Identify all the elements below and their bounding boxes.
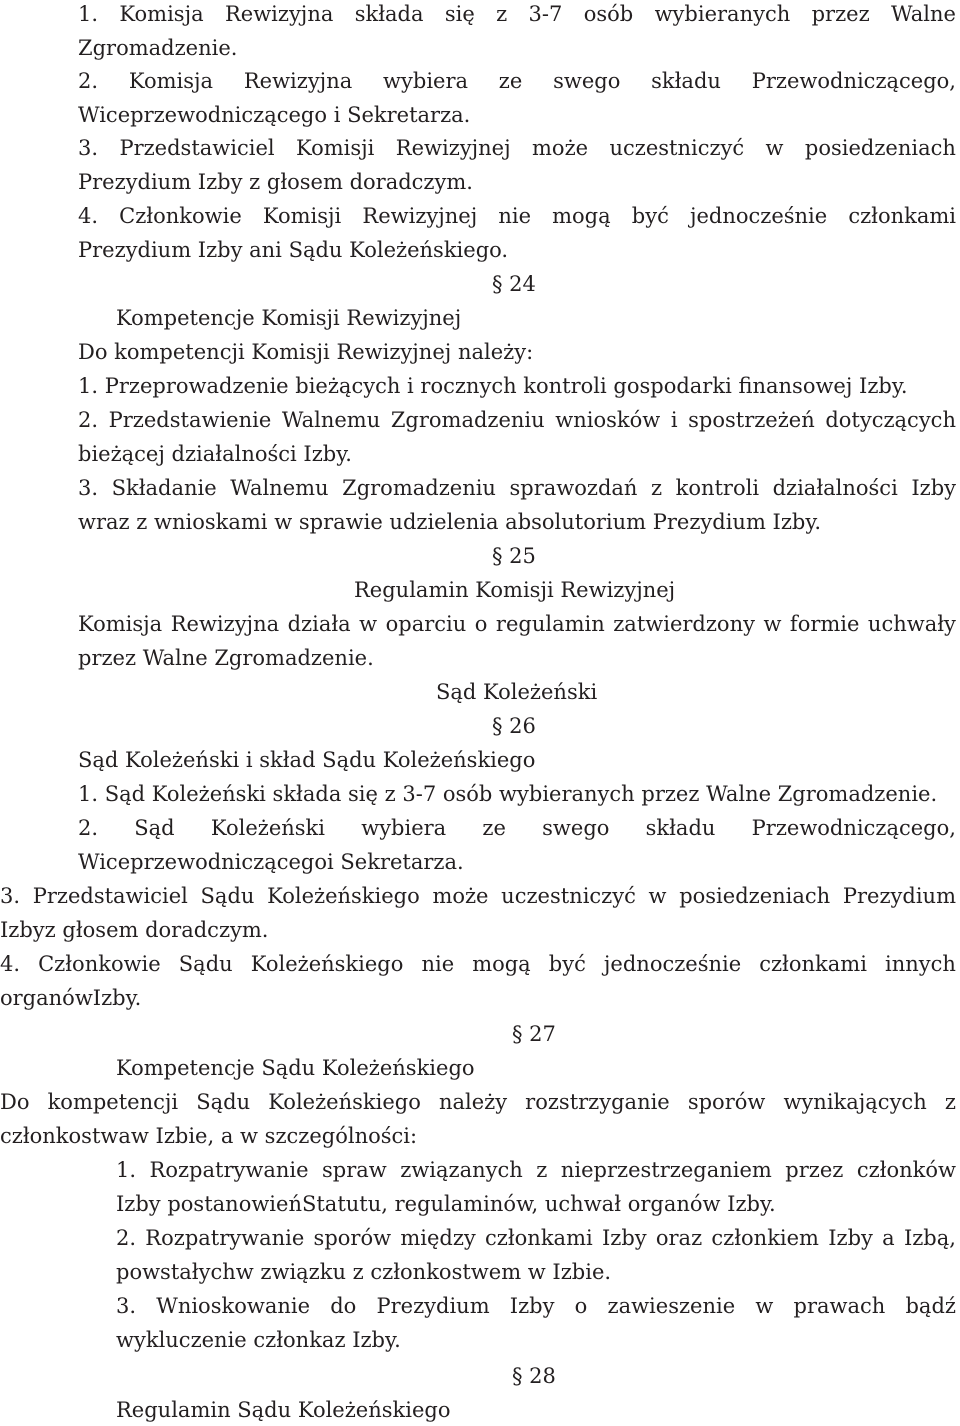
word: 2. <box>78 816 99 840</box>
paragraph-24-intro: Do kompetencji Komisji Rewizyjnej należy: <box>78 340 534 364</box>
word: Komisji <box>262 204 342 228</box>
word: Koleżeński <box>210 816 325 840</box>
word: uczestniczyć <box>609 136 745 160</box>
word: nieprzestrzeganiem <box>560 1158 772 1182</box>
word: oraz <box>655 1226 703 1250</box>
article-23-item-2-line-1 <box>78 67 956 95</box>
word: Rewizyjnej <box>395 136 511 160</box>
word: Członkowie <box>38 952 161 976</box>
word: Składanie <box>111 476 217 500</box>
paragraph-26-heading: Sąd Koleżeński i skład Sądu Koleżeńskiego <box>78 748 536 772</box>
word: swego <box>553 69 621 93</box>
paragraph-28-heading: Regulamin Sądu Koleżeńskiego <box>116 1398 451 1422</box>
paragraph-28-number: § 28 <box>512 1364 556 1388</box>
word: 2. <box>78 408 99 432</box>
paragraph-24-number: § 24 <box>492 272 536 296</box>
word: Przedstawiciel <box>32 884 188 908</box>
word: Przewodniczącego, <box>751 816 956 840</box>
paragraph-26-number: § 26 <box>492 714 536 738</box>
word: Przedstawienie <box>108 408 272 432</box>
word: przez <box>785 1158 844 1182</box>
word: ze <box>498 69 523 93</box>
word: spostrzeżeń <box>688 408 815 432</box>
word: Prezydium <box>376 1294 490 1318</box>
article-23-item-4-line-1 <box>78 202 956 230</box>
paragraph-24-heading: Kompetencje Komisji Rewizyjnej <box>116 306 462 330</box>
word: mogą <box>472 952 531 976</box>
word: między <box>400 1226 476 1250</box>
word: Komisja <box>128 69 214 93</box>
word: 1. <box>78 2 99 26</box>
article-23-item-2-line-2: Wiceprzewodniczącego i Sekretarza. <box>78 103 471 127</box>
word: działalności <box>772 476 898 500</box>
word: 4. <box>78 204 99 228</box>
word: dotyczących <box>825 408 956 432</box>
paragraph-27-item-1-line-2: Izby postanowieńStatutu, regulaminów, uchwał organów Izby. <box>116 1192 776 1216</box>
word: osób <box>583 2 634 26</box>
word: Przedstawiciel <box>119 136 275 160</box>
word: kompetencji <box>47 1090 179 1114</box>
word: z <box>536 1158 548 1182</box>
paragraph-27-intro-line-2: członkostwaw Izbie, a w szczególności: <box>0 1124 418 1148</box>
word: sprawozdań <box>509 476 638 500</box>
word: z <box>944 1090 956 1114</box>
word: w <box>359 612 378 636</box>
paragraph-25-text-line-2: przez Walne Zgromadzenie. <box>78 646 374 670</box>
word: 3-7 <box>528 2 563 26</box>
word: w <box>763 612 782 636</box>
word: Koleżeńskiego <box>267 884 420 908</box>
article-23-item-1-line-1 <box>78 0 956 28</box>
word: członków <box>856 1158 956 1182</box>
word: wniosków <box>555 408 661 432</box>
word: Komisja <box>78 612 163 636</box>
word: a <box>882 1226 895 1250</box>
paragraph-26-item-2-line-1 <box>78 814 956 842</box>
word: Koleżeńskiego <box>250 952 404 976</box>
word: Przewodniczącego, <box>751 69 956 93</box>
paragraph-25-number: § 25 <box>492 544 536 568</box>
word: 3. <box>0 884 21 908</box>
word: wybiera <box>361 816 447 840</box>
paragraph-27-intro-line-1 <box>0 1088 956 1116</box>
word: członkami <box>759 952 867 976</box>
paragraph-24-item-1: 1. Przeprowadzenie bieżących i rocznych kontroli gospodarki finansowej Izby. <box>78 374 908 398</box>
chapter-title: Sąd Koleżeński <box>436 680 598 704</box>
word: Walne <box>890 2 956 26</box>
word: się <box>444 2 475 26</box>
paragraph-26-item-3-line-1 <box>0 882 956 910</box>
word: Prezydium <box>842 884 956 908</box>
word: spraw <box>322 1158 387 1182</box>
paragraph-27-number: § 27 <box>512 1022 556 1046</box>
word: zawieszenie <box>607 1294 736 1318</box>
word: nie <box>421 952 455 976</box>
word: Izby <box>911 476 956 500</box>
paragraph-24-item-2-line-2: bieżącej działalności Izby. <box>78 442 352 466</box>
word: sporów <box>687 1090 766 1114</box>
word: sporów <box>313 1226 392 1250</box>
paragraph-24-item-3-line-2: wraz z wnioskami w sprawie udzielenia absolutorium Prezydium Izby. <box>78 510 822 534</box>
word: być <box>631 204 669 228</box>
word: regulamin <box>495 612 605 636</box>
word: Komisja <box>119 2 204 26</box>
paragraph-26-item-4-line-1 <box>0 950 956 978</box>
word: związanych <box>400 1158 523 1182</box>
word: bądź <box>905 1294 956 1318</box>
word: Sądu <box>196 1090 251 1114</box>
word: Wnioskowanie <box>156 1294 311 1318</box>
word: do <box>330 1294 357 1318</box>
paragraph-24-item-3-line-1 <box>78 474 956 502</box>
word: działa <box>287 612 351 636</box>
word: Zgromadzeniu <box>390 408 545 432</box>
paragraph-24-item-2-line-1 <box>78 406 956 434</box>
word: Izbą, <box>903 1226 956 1250</box>
word: Zgromadzeniu <box>342 476 496 500</box>
paragraph-25-heading: Regulamin Komisji Rewizyjnej <box>354 578 676 602</box>
word: oparciu <box>385 612 467 636</box>
word: i <box>670 408 678 432</box>
paragraph-27-item-2-line-2: powstałychw związku z członkostwem w Izbie. <box>116 1260 612 1284</box>
paragraph-26-item-3-line-2: Izbyz głosem doradczym. <box>0 918 269 942</box>
paragraph-27-item-3-line-1 <box>116 1292 956 1320</box>
word: wynikających <box>783 1090 927 1114</box>
word: 3. <box>116 1294 137 1318</box>
word: Do <box>0 1090 30 1114</box>
word: wybiera <box>383 69 469 93</box>
word: ze <box>482 816 506 840</box>
word: Komisji <box>295 136 375 160</box>
word: 2. <box>116 1226 137 1250</box>
word: przez <box>811 2 870 26</box>
word: uchwały <box>867 612 956 636</box>
word: może <box>432 884 489 908</box>
word: członkami <box>485 1226 593 1250</box>
article-23-item-3-line-1 <box>78 134 956 162</box>
word: może <box>532 136 589 160</box>
word: posiedzeniach <box>804 136 956 160</box>
word: składu <box>645 816 716 840</box>
paragraph-27-heading: Kompetencje Sądu Koleżeńskiego <box>116 1056 475 1080</box>
word: Rozpatrywanie <box>145 1226 305 1250</box>
article-23-item-4-line-2: Prezydium Izby ani Sądu Koleżeńskiego. <box>78 238 509 262</box>
word: Sądu <box>178 952 233 976</box>
word: jednocześnie <box>689 204 828 228</box>
word: o <box>574 1294 588 1318</box>
word: jednocześnie <box>603 952 742 976</box>
word: Koleżeńskiego <box>268 1090 421 1114</box>
word: 2. <box>78 69 99 93</box>
word: członkami <box>848 204 956 228</box>
word: uczestniczyć <box>501 884 636 908</box>
paragraph-27-item-2-line-1 <box>116 1224 956 1252</box>
word: z <box>650 476 663 500</box>
word: Walnemu <box>281 408 381 432</box>
paragraph-26-item-1: 1. Sąd Koleżeński składa się z 3-7 osób wybieranych przez Walne Zgromadzenie. <box>78 782 938 806</box>
word: Izby <box>601 1226 647 1250</box>
word: Rewizyjna <box>243 69 353 93</box>
word: w <box>755 1294 774 1318</box>
word: posiedzeniach <box>679 884 831 908</box>
word: rozstrzyganie <box>525 1090 670 1114</box>
word: kontroli <box>675 476 760 500</box>
paragraph-27-item-3-line-2: wykluczenie członkaz Izby. <box>116 1328 401 1352</box>
word: prawach <box>793 1294 886 1318</box>
word: Rozpatrywanie <box>149 1158 309 1182</box>
paragraph-26-item-2-line-2: Wiceprzewodniczącegoi Sekretarza. <box>78 850 464 874</box>
word: swego <box>542 816 610 840</box>
word: wybieranych <box>654 2 791 26</box>
word: 4. <box>0 952 21 976</box>
word: w <box>765 136 784 160</box>
word: mogą <box>552 204 611 228</box>
word: 3. <box>78 136 99 160</box>
word: Walnemu <box>230 476 329 500</box>
word: innych <box>884 952 956 976</box>
word: Sąd <box>134 816 175 840</box>
word: składa <box>354 2 424 26</box>
word: 1. <box>116 1158 137 1182</box>
word: 3. <box>78 476 99 500</box>
word: należy <box>438 1090 508 1114</box>
paragraph-27-item-1-line-1 <box>116 1156 956 1184</box>
word: o <box>474 612 488 636</box>
word: Członkowie <box>119 204 242 228</box>
word: nie <box>498 204 532 228</box>
article-23-item-1-line-2: Zgromadzenie. <box>78 36 238 60</box>
word: członkiem <box>711 1226 819 1250</box>
paragraph-26-item-4-line-2: organówIzby. <box>0 986 142 1010</box>
word: Rewizyjna <box>224 2 334 26</box>
word: z <box>496 2 508 26</box>
word: w <box>648 884 667 908</box>
word: Sądu <box>200 884 255 908</box>
word: formie <box>789 612 860 636</box>
word: być <box>548 952 586 976</box>
word: Izby <box>828 1226 873 1250</box>
word: składu <box>651 69 721 93</box>
word: Izby <box>509 1294 555 1318</box>
word: Rewizyjna <box>170 612 280 636</box>
paragraph-25-text-line-1 <box>78 610 956 638</box>
word: zatwierdzony <box>613 612 755 636</box>
article-23-item-3-line-2: Prezydium Izby z głosem doradczym. <box>78 170 473 194</box>
word: Rewizyjnej <box>362 204 478 228</box>
